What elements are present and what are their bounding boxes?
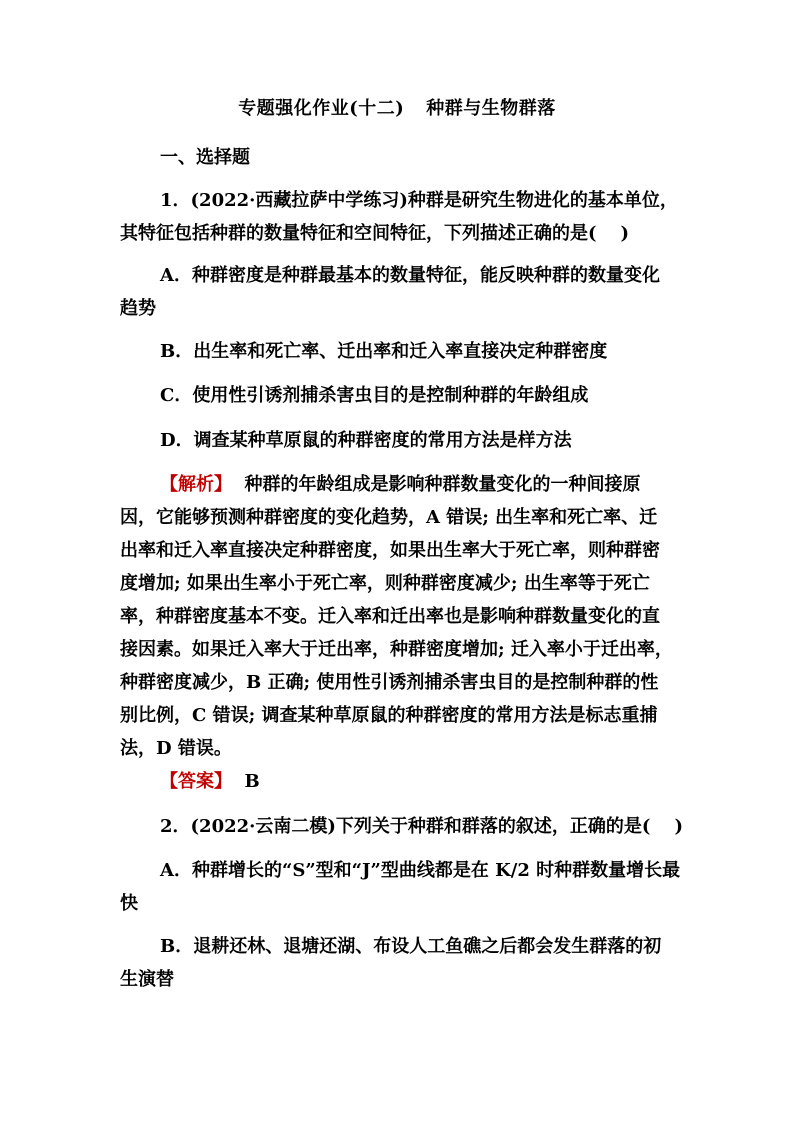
question-1-analysis bbox=[120, 468, 676, 765]
title-main: 专题强化作业(十二) bbox=[238, 98, 405, 119]
analysis-tag: 【解析】 bbox=[160, 474, 232, 495]
analysis-line-7: 种群密度减少，B 正确; 使用性引诱剂捕杀害虫目的是控制种群的性 bbox=[120, 672, 659, 693]
analysis-line-5: 率，种群密度基本不变。迁入率和迁出率也是影响种群数量变化的直 bbox=[120, 606, 660, 627]
question-2-option-a bbox=[120, 854, 681, 920]
q2-option-a-line-1: A．种群增长的“S”型和“J”型曲线都是在 K/2 时种群数量增长最 bbox=[160, 860, 681, 881]
question-1-answer bbox=[120, 765, 676, 798]
question-1-stem-line-1: 1．(2022·西藏拉萨中学练习)种群是研究生物进化的基本单位， bbox=[160, 190, 678, 211]
page-title bbox=[0, 94, 794, 120]
analysis-line-1: 【解析】 种群的年龄组成是影响种群数量变化的一种间接原 bbox=[160, 474, 641, 495]
q2-option-a-line-2: 快 bbox=[120, 893, 138, 914]
option-a-line-2: 趋势 bbox=[120, 298, 156, 319]
answer-value: B bbox=[244, 771, 260, 792]
section-heading: 一、选择题 bbox=[160, 147, 250, 168]
analysis-line-3: 出率和迁入率直接决定种群密度，如果出生率大于死亡率，则种群密 bbox=[120, 540, 660, 561]
q2-option-b-line-1: B．退耕还林、退塘还湖、布设人工鱼礁之后都会发生群落的初 bbox=[160, 936, 662, 957]
question-1-option-d: D．调查某种草原鼠的种群密度的常用方法是样方法 bbox=[160, 430, 572, 451]
title-sub: 种群与生物群落 bbox=[426, 98, 556, 119]
q2-option-b-line-2: 生演替 bbox=[120, 969, 174, 990]
question-1-option-b: B．出生率和死亡率、迁出率和迁入率直接决定种群密度 bbox=[160, 341, 608, 362]
analysis-line-2: 因，它能够预测种群密度的变化趋势，A 错误; 出生率和死亡率、迁 bbox=[120, 507, 658, 528]
analysis-line-8: 别比例，C 错误; 调查某种草原鼠的种群密度的常用方法是标志重捕 bbox=[120, 705, 658, 726]
question-1-stem-line-2: 其特征包括种群的数量特征和空间特征，下列描述正确的是( ) bbox=[120, 223, 630, 244]
analysis-line-9: 法，D 错误。 bbox=[120, 738, 232, 759]
question-1-option-a bbox=[120, 259, 676, 325]
option-a-line-1: A．种群密度是种群最基本的数量特征，能反映种群的数量变化 bbox=[160, 265, 660, 286]
analysis-line-6: 接因素。如果迁入率大于迁出率，种群密度增加; 迁入率小于迁出率， bbox=[120, 639, 673, 660]
question-1-stem bbox=[120, 184, 676, 250]
question-1-option-c: C．使用性引诱剂捕杀害虫目的是控制种群的年龄组成 bbox=[160, 385, 589, 406]
question-2-stem: 2．(2022·云南二模)下列关于种群和群落的叙述，正确的是( ) bbox=[160, 816, 683, 837]
answer-tag: 【答案】 bbox=[160, 771, 232, 792]
question-2-option-b bbox=[120, 930, 676, 996]
analysis-line-4: 度增加; 如果出生率小于死亡率，则种群密度减少; 出生率等于死亡 bbox=[120, 573, 650, 594]
